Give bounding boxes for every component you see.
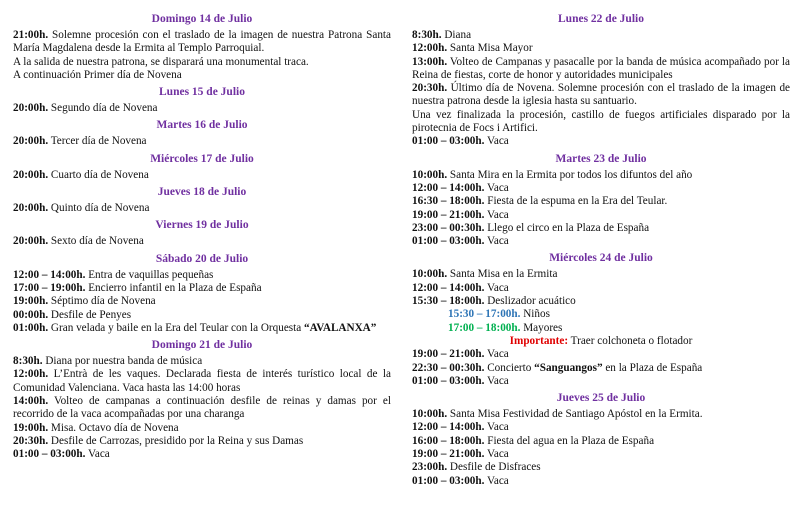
schedule-entry [13,435,391,448]
entry-text: Vaca [484,474,509,487]
schedule-entry [13,282,391,295]
entry-time: 10:00h. [412,268,448,281]
schedule-entry [13,169,391,182]
entry-time: 13:00h. [412,55,448,68]
schedule-entry [412,282,790,295]
schedule-entry [412,195,790,208]
schedule-entry [13,309,391,322]
schedule-entry [13,448,391,461]
schedule-entry [412,135,790,148]
day-heading: Miércoles 24 de Julio [549,252,653,265]
entry-time: 20:30h. [13,434,49,447]
entry-time: 19:00h. [13,421,49,434]
entry-time: Importante: [509,334,569,347]
entry-time: 20:00h. [13,102,49,115]
schedule-entry [13,102,391,115]
schedule-entry [13,395,391,422]
entry-time: 19:00 – 21:00h. [412,208,485,221]
day-heading: Jueves 25 de Julio [556,392,646,405]
entry-time: 12:00h. [13,368,49,381]
entry-text: Santa Mira en la Ermita por todos los difuntos del año [447,168,693,181]
entry-text: Cuarto día de Novena [48,168,149,181]
day-heading: Lunes 22 de Julio [558,13,644,25]
entry-time: 16:30 – 18:00h. [412,195,485,208]
entry-time: 01:00 – 03:00h. [412,374,485,387]
entry-text: Santa Misa Festividad de Santiago Apóstol en la Ermita. [447,408,703,421]
entry-text: Vaca [484,208,509,221]
entry-highlight: “AVALANXA” [304,321,377,334]
entry-time: 15:30 – 17:00h. [448,308,521,321]
schedule-entry [412,448,790,461]
entry-text: Quinto día de Novena [48,202,150,215]
day-heading: Martes 16 de Julio [156,119,248,132]
entry-time: 21:00h. [13,29,49,41]
schedule-entry [13,202,391,215]
schedule-entry [13,368,391,395]
entry-time: 23:00h. [412,461,448,474]
schedule-entry [412,308,790,321]
entry-text: Mayores [520,321,563,334]
entry-text: Llego el circo en la Plaza de España [484,221,650,234]
entry-time: 19:00h. [13,295,49,308]
entry-time: 01:00 – 03:00h. [412,135,485,148]
schedule-entry [13,295,391,308]
schedule-entry [412,209,790,222]
entry-time: 10:00h. [412,408,448,421]
schedule-entry [412,475,790,488]
entry-time: 20:00h. [13,202,49,215]
schedule-entry [412,29,790,42]
entry-time: 01:00h. [13,321,49,334]
left-column [13,12,391,462]
entry-text: Traer colchoneta o flotador [568,334,693,347]
schedule-entry [412,109,790,136]
schedule-entry [412,169,790,182]
entry-time: 10:00h. [412,168,448,181]
entry-time: 12:00 – 14:00h. [13,268,86,281]
schedule-entry [412,461,790,474]
entry-time: 00:00h. [13,308,49,321]
entry-text: Vaca [484,281,509,294]
entry-text: Niños [520,308,550,321]
entry-text: Volteo de campanas a continuación desfile de reinas y damas por el recorrido de la vaca acompañadas por una charanga [13,395,391,421]
entry-text: Desfile de Disfraces [447,461,541,474]
schedule-entry [412,182,790,195]
entry-time: 20:00h. [13,168,49,181]
schedule-entry [13,56,391,69]
entry-time: 20:30h. [412,82,448,95]
schedule-entry [412,222,790,235]
schedule-entry [412,322,790,335]
entry-time: 17:00 – 19:00h. [13,281,86,294]
entry-text-tail: en la Plaza de España [602,361,703,374]
entry-time: 19:00 – 21:00h. [412,348,485,361]
entry-text: A continuación Primer día de Novena [13,68,182,81]
entry-time: 12:00 – 14:00h. [412,281,485,294]
entry-text: Diana [441,29,472,41]
entry-time: 01:00 – 03:00h. [13,448,86,461]
entry-time: 12:00 – 14:00h. [412,421,485,434]
entry-text: Vaca [484,448,509,461]
schedule-entry [13,269,391,282]
day-heading: Viernes 19 de Julio [155,219,249,232]
entry-text: Concierto [484,361,535,374]
entry-text: A la salida de nuestra patrona, se disparará una monumental traca. [13,55,309,68]
entry-time: 12:00 – 14:00h. [412,181,485,194]
entry-text: Santa Misa en la Ermita [447,268,558,281]
entry-text: Una vez finalizada la procesión, castillo de fuegos artificiales disparado por la pirotecnia de Focs i Artifici. [412,108,790,135]
entry-time: 20:00h. [13,135,49,148]
entry-text: Vaca [85,448,110,461]
schedule-entry [412,235,790,248]
entry-time: 15:30 – 18:00h. [412,295,485,308]
entry-text: Segundo día de Novena [48,102,158,115]
entry-text: Santa Misa Mayor [447,42,533,55]
schedule-entry [412,421,790,434]
entry-text: Misa. Octavo día de Novena [48,421,179,434]
schedule-entry [412,56,790,83]
schedule-entry [412,42,790,55]
entry-text: L’Entrà de les vaques. Declarada fiesta de interés turístico local de la Comunidad Valenciana. Vaca hasta las 14:00 horas [13,368,391,394]
entry-text: Encierro infantil en la Plaza de España [85,281,262,294]
entry-text: Vaca [484,181,509,194]
schedule-entry [13,235,391,248]
entry-time: 16:00 – 18:00h. [412,434,485,447]
schedule-entry [412,408,790,421]
schedule-entry [412,348,790,361]
entry-text: Diana por nuestra banda de música [42,355,203,368]
entry-text: Fiesta de la espuma en la Era del Teular. [484,195,668,208]
day-heading: Domingo 14 de Julio [151,13,253,25]
schedule-entry [412,435,790,448]
entry-time: 8:30h. [13,355,43,368]
right-column [412,12,790,488]
entry-text: Desfile de Penyes [48,308,132,321]
schedule-entry [13,69,391,82]
entry-time: 01:00 – 03:00h. [412,235,485,248]
entry-time: 14:00h. [13,395,49,408]
entry-text: Séptimo día de Novena [48,295,156,308]
entry-time: 12:00h. [412,42,448,55]
day-heading: Domingo 21 de Julio [151,339,253,352]
entry-text: Entra de vaquillas pequeñas [85,268,214,281]
entry-text: Sexto día de Novena [48,235,144,248]
day-heading: Jueves 18 de Julio [157,186,247,199]
entry-time: 8:30h. [412,29,442,41]
entry-highlight: “Sanguangos” [534,361,603,374]
schedule-entry [412,362,790,375]
schedule-entry [412,295,790,308]
entry-text: Desfile de Carrozas, presidido por la Reina y sus Damas [48,434,304,447]
day-heading: Sábado 20 de Julio [155,252,249,265]
entry-text: Fiesta del agua en la Plaza de España [484,434,655,447]
entry-text: Deslizador acuático [484,295,576,308]
entry-text: Último día de Novena. Solemne procesión con el traslado de la imagen de nuestra patrona desde la iglesia hasta su santuario. [412,82,790,108]
entry-text: Solemne procesión con el traslado de la imagen de nuestra Patrona Santa María Magdalena desde la Ermita al Templo Parroquial. [13,29,391,55]
day-heading: Miércoles 17 de Julio [150,152,254,165]
entry-text: Vaca [484,135,509,148]
entry-time: 20:00h. [13,235,49,248]
day-heading: Martes 23 de Julio [555,152,647,165]
schedule-entry [412,335,790,348]
entry-text: Vaca [484,374,509,387]
day-heading: Lunes 15 de Julio [159,86,245,99]
schedule-entry [13,355,391,368]
schedule-entry [13,422,391,435]
entry-time: 19:00 – 21:00h. [412,448,485,461]
entry-time: 01:00 – 03:00h. [412,474,485,487]
schedule-entry [412,375,790,388]
schedule-entry [13,135,391,148]
entry-text: Tercer día de Novena [48,135,147,148]
entry-text: Vaca [484,421,509,434]
entry-text: Vaca [484,235,509,248]
entry-text: Gran velada y baile en la Era del Teular con la Orquesta [48,321,305,334]
schedule-entry [412,82,790,109]
schedule-entry [13,322,391,335]
entry-time: 22:30 – 00:30h. [412,361,485,374]
entry-time: 17:00 – 18:00h. [448,321,521,334]
schedule-entry [13,29,391,56]
entry-text: Vaca [484,348,509,361]
entry-time: 23:00 – 00:30h. [412,221,485,234]
entry-text: Volteo de Campanas y pasacalle por la banda de música acompañado por la Reina de fiestas, corte de honor y autoridades municipales [412,55,790,81]
schedule-entry [412,268,790,281]
